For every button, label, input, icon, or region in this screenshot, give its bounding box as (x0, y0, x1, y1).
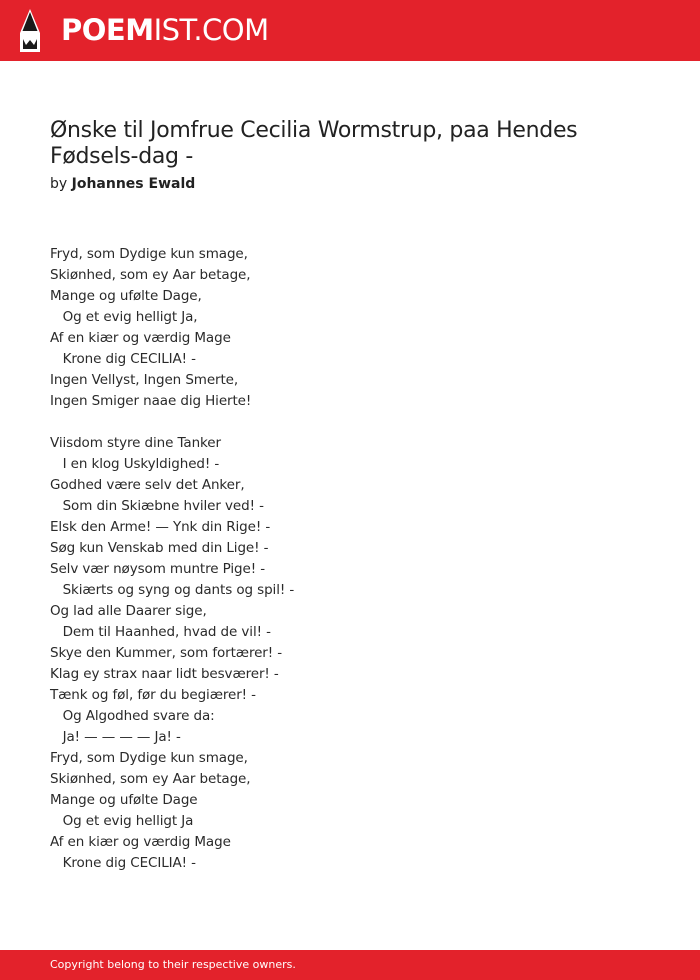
stanza (50, 244, 650, 412)
poem-line: Og et evig helligt Ja (50, 813, 194, 829)
poem-line: Ja! — — — — Ja! - (50, 729, 181, 745)
poem-line: I en klog Uskyldighed! - (50, 456, 220, 472)
poem-line: Og Algodhed svare da: (50, 708, 215, 724)
poem-line: Selv vær nøysom muntre Pige! - (50, 561, 265, 577)
poem-title: Ønske til Jomfrue Cecilia Wormstrup, paa Hendes Fødsels-dag - (50, 118, 578, 169)
poem-line: Mange og ufølte Dage, (50, 288, 202, 304)
poem-line: Dem til Haanhed, hvad de vil! - (50, 624, 271, 640)
poem-line: Som din Skiæbne hviler ved! - (50, 498, 264, 514)
poem-line: Krone dig CECILIA! - (50, 855, 196, 871)
copyright-text: Copyright belong to their respective owners. (50, 958, 296, 971)
poem-line: Skiønhed, som ey Aar betage, (50, 771, 251, 787)
poem-line: Skye den Kummer, som fortærer! - (50, 645, 283, 661)
byline (50, 175, 195, 193)
by-label: by (50, 176, 68, 192)
poem-line: Fryd, som Dydige kun smage, (50, 750, 248, 766)
poem-line: Viisdom styre dine Tanker (50, 435, 221, 451)
stanza-break (50, 412, 650, 433)
author-name: Johannes Ewald (71, 176, 196, 192)
poem-line: Godhed være selv det Anker, (50, 477, 245, 493)
poem-line: Mange og ufølte Dage (50, 792, 198, 808)
poem-line: Søg kun Venskab med din Lige! - (50, 540, 269, 556)
poem-line: Krone dig CECILIA! - (50, 351, 196, 367)
pen-nib-icon[interactable] (18, 9, 42, 52)
stanza (50, 433, 650, 874)
poem-line: Af en kiær og værdig Mage (50, 834, 231, 850)
poem-line: Klag ey strax naar lidt besværer! - (50, 666, 279, 682)
poem-line: Elsk den Arme! — Ynk din Rige! - (50, 519, 271, 535)
site-header (0, 0, 700, 61)
poem-line: Skiærts og syng og dants og spil! - (50, 582, 295, 598)
site-footer (0, 950, 700, 980)
poem-line: Og lad alle Daarer sige, (50, 603, 207, 619)
poem-line: Ingen Smiger naae dig Hierte! (50, 393, 252, 409)
poem-line: Tænk og føl, før du begiærer! - (50, 687, 256, 703)
poem-line: Skiønhed, som ey Aar betage, (50, 267, 251, 283)
site-logo-text[interactable] (61, 12, 269, 48)
poem-body (50, 244, 650, 874)
poem-line: Af en kiær og værdig Mage (50, 330, 231, 346)
brand-strong: POEM (61, 13, 154, 47)
brand-light: IST.COM (153, 13, 269, 47)
poem-line: Ingen Vellyst, Ingen Smerte, (50, 372, 239, 388)
poem-line: Og et evig helligt Ja, (50, 309, 198, 325)
poem-line: Fryd, som Dydige kun smage, (50, 246, 248, 262)
